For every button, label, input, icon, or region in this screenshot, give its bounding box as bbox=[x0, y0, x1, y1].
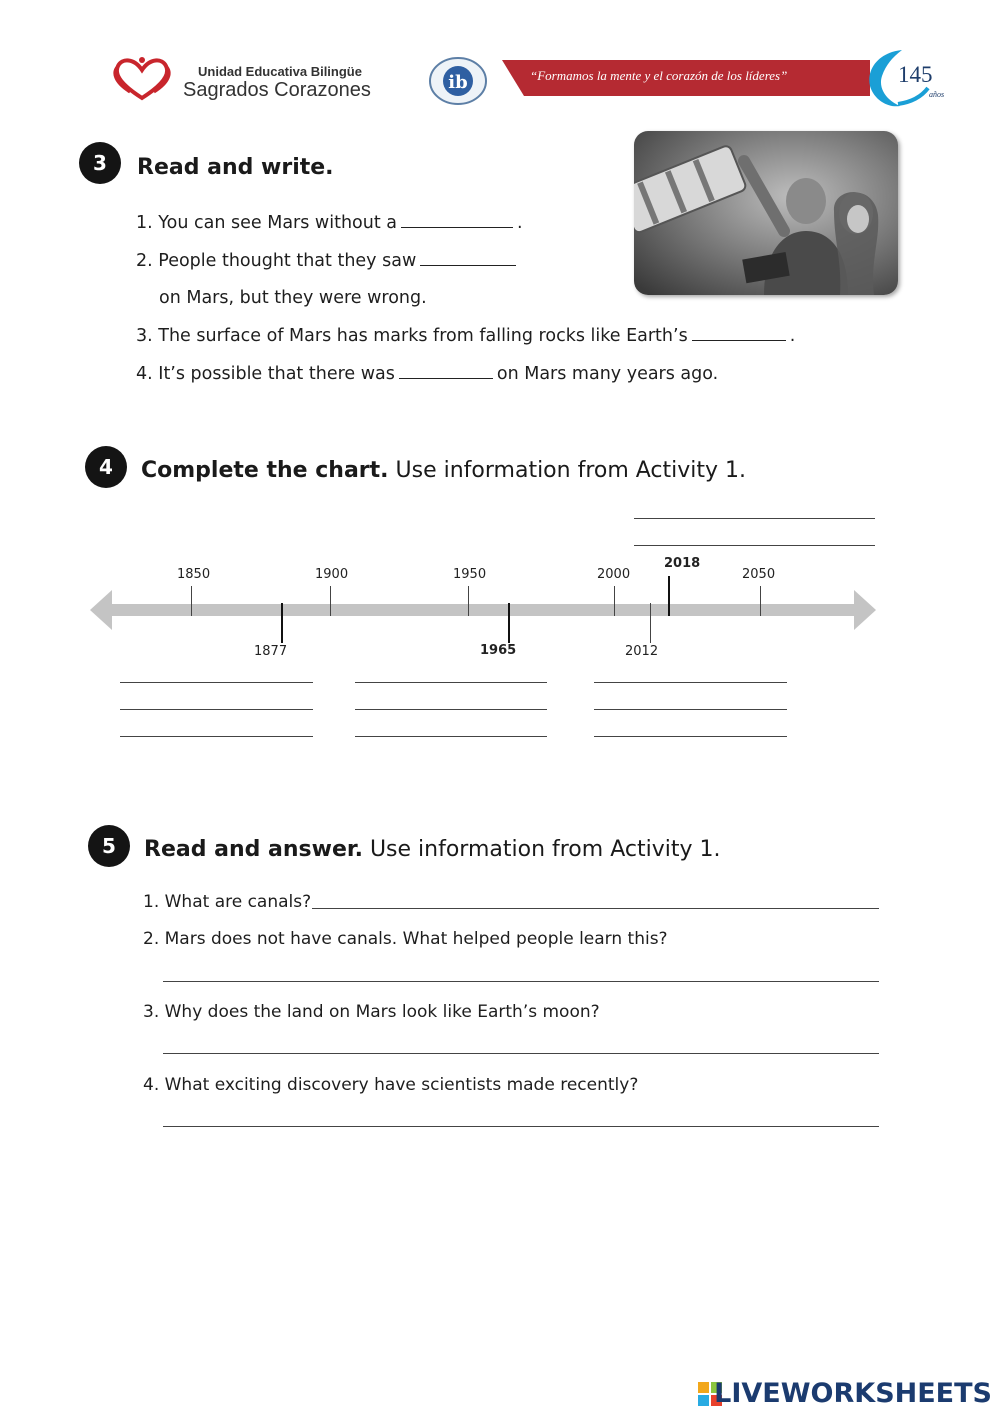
year-label-1965: 1965 bbox=[480, 643, 517, 658]
a5-question-3: 3. Why does the land on Mars look like Earth’s moon? bbox=[143, 1002, 600, 1022]
tick-1950 bbox=[468, 586, 469, 616]
telescope-photo bbox=[634, 131, 898, 295]
tick-1900 bbox=[330, 586, 331, 616]
a5-answer-line-3[interactable] bbox=[163, 1053, 879, 1054]
tick-2050 bbox=[760, 586, 761, 616]
svg-text:ib: ib bbox=[448, 72, 468, 93]
tick-2012 bbox=[650, 603, 651, 643]
a5-answer-line-1[interactable] bbox=[312, 908, 879, 909]
a3-item-2: 2. People thought that they saw bbox=[136, 250, 520, 271]
tick-1965 bbox=[508, 603, 510, 643]
activity-4-title: Complete the chart. Use information from Activity 1. bbox=[141, 458, 747, 483]
a5-question-4: 4. What exciting discovery have scientists made recently? bbox=[143, 1075, 639, 1095]
a5-answer-line-4[interactable] bbox=[163, 1126, 879, 1127]
anniversary-word: años bbox=[929, 90, 945, 99]
ib-logo bbox=[428, 56, 488, 106]
activity-5-title: Read and answer. Use information from Activity 1. bbox=[144, 837, 721, 862]
tick-2018 bbox=[668, 576, 670, 616]
school-logo bbox=[110, 52, 174, 104]
a3-item-4: 4. It’s possible that there was on Mars many years ago. bbox=[136, 364, 719, 384]
anniversary-number: 145 bbox=[898, 62, 933, 87]
motto-text: “Formamos la mente y el corazón de los líderes” bbox=[530, 68, 788, 83]
a3-blank-1[interactable] bbox=[401, 212, 513, 228]
a3-blank-2[interactable] bbox=[420, 250, 516, 266]
a5-answer-line-2[interactable] bbox=[163, 981, 879, 982]
tick-1850 bbox=[191, 586, 192, 616]
liveworksheets-brand: LIVEWORKSHEETS bbox=[714, 1378, 992, 1409]
a4-answer-1965-line-2[interactable] bbox=[355, 709, 547, 710]
a4-answer-1965-line-1[interactable] bbox=[355, 682, 547, 683]
a3-blank-4[interactable] bbox=[399, 363, 493, 379]
activity-3-badge: 3 bbox=[79, 142, 121, 184]
tick-1877 bbox=[281, 603, 283, 643]
year-label-2050: 2050 bbox=[742, 567, 776, 582]
tick-2000 bbox=[614, 586, 615, 616]
school-name-line2: Sagrados Corazones bbox=[183, 79, 371, 101]
year-label-1850: 1850 bbox=[177, 567, 211, 582]
year-label-1900: 1900 bbox=[315, 567, 349, 582]
a3-item-2-cont: on Mars, but they were wrong. bbox=[159, 288, 427, 308]
a4-answer-line-top-1[interactable] bbox=[634, 518, 875, 519]
a5-question-2: 2. Mars does not have canals. What helped people learn this? bbox=[143, 929, 668, 949]
a5-question-1: 1. What are canals? bbox=[143, 892, 312, 912]
year-label-2000: 2000 bbox=[597, 567, 631, 582]
a3-blank-3[interactable] bbox=[692, 325, 786, 341]
a4-answer-1877-line-1[interactable] bbox=[120, 682, 313, 683]
activity-5-badge: 5 bbox=[88, 825, 130, 867]
activity-4-badge: 4 bbox=[85, 446, 127, 488]
a4-answer-2012-line-2[interactable] bbox=[594, 709, 787, 710]
year-label-2012: 2012 bbox=[625, 644, 659, 659]
school-name-line1: Unidad Educativa Bilingüe bbox=[198, 64, 362, 79]
a3-item-1: 1. You can see Mars without a . bbox=[136, 213, 523, 233]
a4-answer-line-top-2[interactable] bbox=[634, 545, 875, 546]
a4-answer-1877-line-2[interactable] bbox=[120, 709, 313, 710]
a4-answer-2012-line-3[interactable] bbox=[594, 736, 787, 737]
a4-answer-1965-line-3[interactable] bbox=[355, 736, 547, 737]
year-label-1950: 1950 bbox=[453, 567, 487, 582]
year-label-2018: 2018 bbox=[664, 556, 701, 571]
a3-item-3: 3. The surface of Mars has marks from falling rocks like Earth’s . bbox=[136, 326, 796, 346]
year-label-1877: 1877 bbox=[254, 644, 288, 659]
a4-answer-1877-line-3[interactable] bbox=[120, 736, 313, 737]
a4-answer-2012-line-1[interactable] bbox=[594, 682, 787, 683]
activity-3-title: Read and write. bbox=[137, 155, 334, 180]
